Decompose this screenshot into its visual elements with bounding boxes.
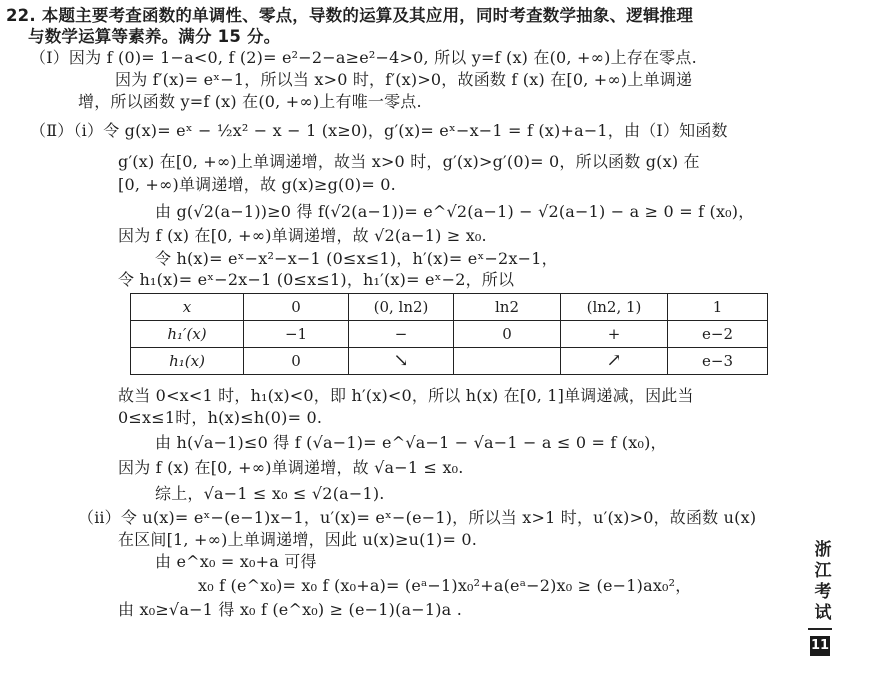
- part2-line-6: 令 h(x)= eˣ−x²−x−1 (0≤x≤1)，h′(x)= eˣ−2x−1，: [155, 249, 558, 268]
- part2-line-12: 综上，√a−1 ≤ x₀ ≤ √2(a−1).: [155, 484, 385, 503]
- table-cell: ln2: [454, 294, 561, 321]
- part3-line-1: （ⅱ）令 u(x)= eˣ−(e−1)x−1，u′(x)= eˣ−(e−1)，所以当 x>1 时，u′(x)>0，故函数 u(x): [78, 508, 757, 527]
- table-cell: −1: [244, 321, 349, 348]
- part1-line-2: 因为 f′(x)= eˣ−1，所以当 x>0 时，f′(x)>0，故函数 f (x) 在[0, +∞)上单调递: [115, 70, 693, 89]
- table-row: [131, 348, 768, 375]
- table-cell: x: [131, 294, 244, 321]
- table-row: [131, 321, 768, 348]
- part3-line-4: x₀ f (e^x₀)= x₀ f (x₀+a)= (eᵃ−1)x₀²+a(eᵃ−2)x₀ ≥ (e−1)ax₀²，: [198, 576, 692, 595]
- part1-line-1: （Ⅰ）因为 f (0)= 1−a<0, f (2)= e²−2−a≥e²−4>0, 所以 y=f (x) 在(0, +∞)上存在零点.: [30, 48, 697, 67]
- table-cell: 0: [454, 321, 561, 348]
- table-cell: h₁(x): [131, 348, 244, 375]
- table-cell: −: [349, 321, 454, 348]
- increasing-arrow-icon: ↗: [561, 348, 668, 375]
- table-cell: (ln2, 1): [561, 294, 668, 321]
- part2-line-2: g′(x) 在[0, +∞)上单调递增，故当 x>0 时，g′(x)>g′(0)= 0，所以函数 g(x) 在: [118, 152, 700, 171]
- part2-line-11: 因为 f (x) 在[0, +∞)单调递增，故 √a−1 ≤ x₀.: [118, 458, 464, 477]
- table-cell: e−2: [668, 321, 768, 348]
- page-number-badge: 11: [810, 636, 830, 656]
- table-cell: 0: [244, 294, 349, 321]
- sidebar-divider: [808, 628, 832, 630]
- decreasing-arrow-icon: ↘: [349, 348, 454, 375]
- table-cell: [454, 348, 561, 375]
- part3-line-2: 在区间[1, +∞)上单调递增，因此 u(x)≥u(1)= 0.: [118, 530, 478, 549]
- part2-line-9: 0≤x≤1时，h(x)≤h(0)= 0.: [118, 408, 323, 427]
- part2-line-4: 由 g(√2(a−1))≥0 得 f(√2(a−1))= e^√2(a−1) − √2(a−1) − a ≥ 0 = f (x₀)，: [155, 202, 755, 221]
- sidebar-label: 浙江考试: [814, 540, 832, 623]
- problem-header-line-1: 22. 本题主要考查函数的单调性、零点，导数的运算及其应用，同时考查数学抽象、逻辑推理: [6, 6, 694, 25]
- part2-line-1: （Ⅱ）（ⅰ）令 g(x)= eˣ − ½x² − x − 1 (x≥0)，g′(x)= eˣ−x−1 = f (x)+a−1，由（Ⅰ）知函数: [30, 121, 728, 140]
- part2-line-10: 由 h(√a−1)≤0 得 f (√a−1)= e^√a−1 − √a−1 − a ≤ 0 = f (x₀)，: [155, 433, 667, 452]
- variation-table: [130, 293, 768, 375]
- part2-line-8: 故当 0<x<1 时，h₁(x)<0，即 h′(x)<0，所以 h(x) 在[0, 1]单调递减，因此当: [118, 386, 694, 405]
- table-cell: (0, ln2): [349, 294, 454, 321]
- table-cell: 1: [668, 294, 768, 321]
- table-row: [131, 294, 768, 321]
- part2-line-5: 因为 f (x) 在[0, +∞)单调递增，故 √2(a−1) ≥ x₀.: [118, 226, 487, 245]
- problem-header-line-2: 与数学运算等素养。满分 15 分。: [28, 27, 281, 46]
- table-cell: +: [561, 321, 668, 348]
- table-cell: e−3: [668, 348, 768, 375]
- part2-line-7: 令 h₁(x)= eˣ−2x−1 (0≤x≤1)，h₁′(x)= eˣ−2，所以: [118, 270, 515, 289]
- table-cell: h₁′(x): [131, 321, 244, 348]
- table-cell: 0: [244, 348, 349, 375]
- part2-line-3: [0, +∞)单调递增，故 g(x)≥g(0)= 0.: [118, 175, 396, 194]
- part3-line-5: 由 x₀≥√a−1 得 x₀ f (e^x₀) ≥ (e−1)(a−1)a .: [118, 600, 462, 619]
- part1-line-3: 增，所以函数 y=f (x) 在(0, +∞)上有唯一零点.: [78, 92, 422, 111]
- part3-line-3: 由 e^x₀ = x₀+a 可得: [155, 552, 317, 571]
